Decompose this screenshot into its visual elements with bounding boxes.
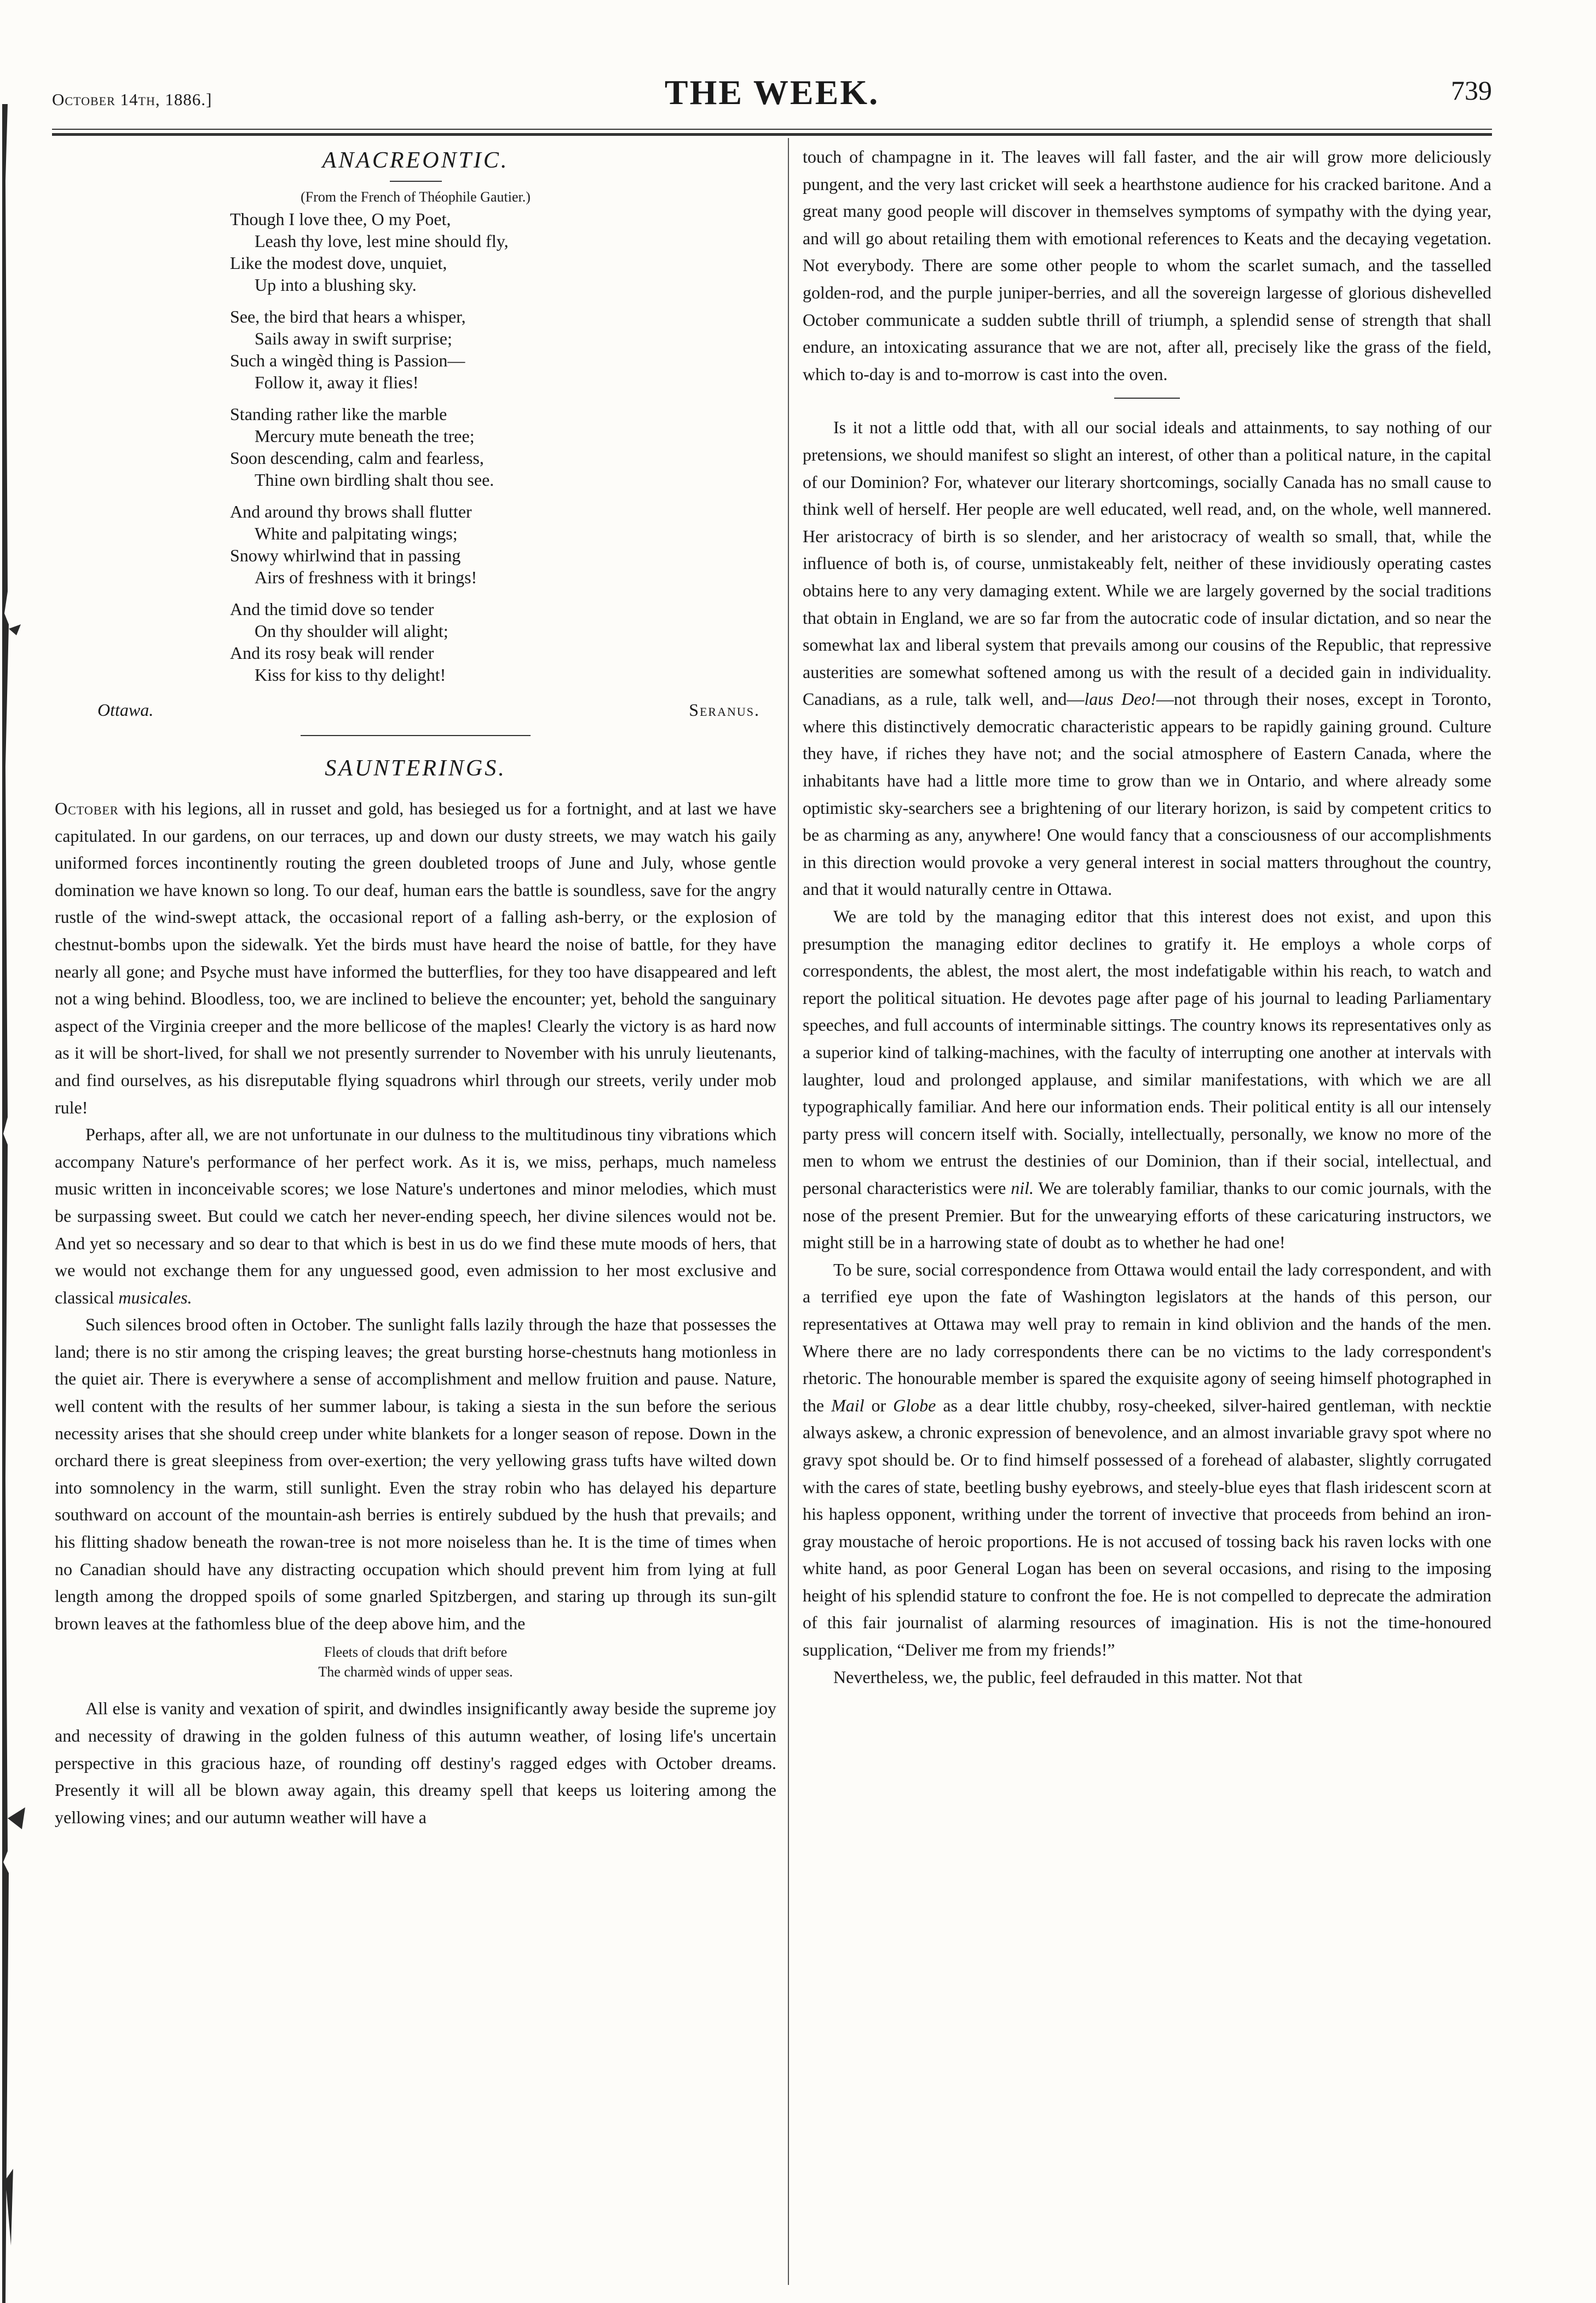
poem-stanza [230, 403, 776, 491]
paragraph-text: All else is vanity and vexation of spirit, and dwindles insignificantly away beside the supreme joy and necessity of drawing in the golden fulness of this autumn weather, of losing life's uncertain perspective in this gracious haze, of rounding off destiny's ragged edges with October dreams. Presently it will all be blown away again, this dreamy spell that keeps us loitering among the yellowing vines; and our autumn weather will have a [55, 1698, 776, 1827]
verse-quote [55, 1642, 776, 1682]
poem-line: Thine own birdling shalt thou see. [255, 470, 494, 490]
poem-line: Up into a blushing sky. [255, 275, 417, 295]
issue-date: October 14th, 1886.] [52, 90, 212, 109]
poem-line: Follow it, away it flies! [255, 372, 419, 392]
poem-stanza [230, 306, 776, 393]
article-paragraph [55, 1121, 776, 1311]
poem-line: Kiss for kiss to thy delight! [255, 665, 446, 685]
poem-author: Seranus. [689, 700, 760, 720]
poem-line: Though I love thee, O my Poet, [230, 209, 451, 229]
poem-stanza [230, 598, 776, 686]
quote-line: Fleets of clouds that drift before [324, 1644, 508, 1661]
poem-line: Soon descending, calm and fearless, [230, 448, 484, 468]
paragraph-rule [1114, 398, 1180, 399]
page-number: 739 [1451, 75, 1492, 106]
paragraph-text: Is it not a little odd that, with all our social ideals and attainments, to say nothing of our pretensions, we should manifest so slight an interest, of other than a political nature, in the capital of our Dominion? For, whatever our literary shortcomings, socially Canada has no small cause to think well of herself. Her people are well educated, well read, and, on the whole, well mannered. Her aristocracy of birth is so slender, and her aristocracy of wealth so small, that, while the influence of both is, of course, unmistakeably felt, neither of these invidiously operating castes obtains here to any very damaging extent. While we are largely governed by the social traditions that obtain in England, we are so far from the autocratic code of insular dictation, and so near the somewhat lax and liberal system that prevails among our cousins of the Republic, that repressive austerities are somewhat softened among us with the result of a decided gain in individuality. Canadians, as a rule, talk well, and— [803, 417, 1491, 709]
article-title: SAUNTERINGS. [325, 756, 506, 781]
drop-lead: October [55, 799, 119, 818]
poem-line: Such a wingèd thing is Passion— [230, 351, 465, 370]
poem-subtitle: (From the French of Théophile Gautier.) [301, 189, 531, 205]
poem-line: See, the bird that hears a whisper, [230, 307, 466, 326]
article-paragraph [803, 1256, 1491, 1664]
paragraph-text: touch of champagne in it. The leaves will fall faster, and the air will grow more deliciously pungent, and the very last cricket will seek a hearthstone audience for his cracked baritone. And a great many good people will discover in themselves symptoms of sympathy with the dying year, and will go about retailing them with emotional references to Keats and the decaying vegetation. Not everybody. There are some other people to whom the scarlet sumach, and the tasselled golden-rod, and the purple juniper-berries, and all the sovereign largesse of glorious dishevelled October communicate a sudden subtle thrill of triumph, a splendid sense of strength that shall endure, an intoxicating assurance that we are not, after all, precisely like the grass of the field, which to-day is and to-morrow is cast into the oven. [803, 147, 1491, 384]
paragraph-text: as a dear little chubby, rosy-cheeked, silver-haired gentleman, with necktie always askew, a chronic expression of benevolence, and an almost invariable gravy spot where no gravy spot should be. Or to find himself possessed of a forehead of alabaster, slightly corrugated with the cares of state, beetling bushy eyebrows, and steely-blue eyes that flash iridescent scorn at his hapless opponent, writhing under the torrent of invective that proceeds from behind an iron-gray moustache of heroic proportions. He is not accused of tossing back his raven locks with one white hand, as poor General Logan has been on several occasions, and rising to the imposing height of his splendid stature to confront the foe. He is not compelled to deprecate the admiration of this fair journalist of alarming resources of imagination. His is not the time-honoured supplication, “Deliver me from my friends!” [803, 1395, 1491, 1660]
article-paragraph [803, 414, 1491, 903]
poem-line: And its rosy beak will render [230, 643, 434, 663]
title-rule [390, 181, 442, 182]
poem-line: And the timid dove so tender [230, 599, 434, 619]
paragraph-text: —not through their noses, except in Toronto, where this distinctively democratic characteristic appears to be rapidly gaining ground. Culture they have, if riches they have not; and the social atmosphere of Eastern Canada, where the inhabitants have had a little more time to grow than we in Ontario, and where already some optimistic sky-searchers see a brightening of our literary horizon, is said by competent critics to be as charming as any, anywhere! One would fancy that a consciousness of our accomplishments in this direction would provoke a very general interest in social matters throughout the country, and that it would naturally centre in Ottawa. [803, 689, 1491, 899]
article-paragraph [803, 903, 1491, 1256]
paragraph-text: We are told by the managing editor that this interest does not exist, and upon this presumption the managing editor declines to gratify it. He employs a whole corps of correspondents, the ablest, the most alert, the most indefatigable within his reach, to watch and report the political situation. He devotes page after page of his journal to leading Parliamentary speeches, and full accounts of interminable sittings. The country knows its representatives only as a superior kind of talking-machines, with the faculty of interrupting one another at intervals with laughter, loud and prolonged applause, and similar manifestations, with which we are all typographically familiar. And here our information ends. Their political entity is all our intensely party press will concern itself with. Socially, intellectually, personally, we know no more of the men to whom we entrust the destinies of our Dominion, than if their social, intellectual, and personal characteristics were [803, 906, 1491, 1198]
poem-title: ANACREONTIC. [322, 148, 509, 173]
poem-line: On thy shoulder will alight; [255, 621, 448, 641]
article-paragraph [55, 1695, 776, 1831]
paragraph-text: To be sure, social correspondence from Ottawa would entail the lady correspondent, and with a terrified eye upon the fate of Washington legislators at the hands of this person, our representatives at Ottawa may well pray to remain in kind oblivion and the hands of the men. Where there are no lady correspondents there can be no victims to the lady correspondent's rhetoric. The honourable member is spared the exquisite agony of seeing himself photographed in the [803, 1259, 1491, 1415]
poem-line: White and palpitating wings; [255, 524, 458, 543]
poem-line: Sails away in swift surprise; [255, 329, 452, 348]
italic-text: Globe [893, 1395, 936, 1415]
binding-edge-marks [0, 0, 33, 2303]
poem-line: Snowy whirlwind that in passing [230, 545, 461, 565]
paragraph-text: Such silences brood often in October. The sunlight falls lazily through the haze that possesses the land; there is no stir among the crisping leaves; the great bursting horse-chestnuts hang motionless in the quiet air. There is everywhere a sense of accomplishment and mellow fruition and pause. Nature, well content with the results of her summer labour, is taking a siesta in the sun before the serious necessity arises that she should creep under white blankets for a longer season of repose. Down in the orchard there is great sleepiness from over-exertion; the very yellowing grass tufts have wilted down into somnolency in the warm, still sunlight. Even the stray robin who has delayed his departure southward on account of the mountain-ash berries is entirely subdued by the hush that prevails; and his flitting shadow beneath the rowan-tree is not more noiseless than he. It is the time of times when no Canadian should have any distracting occupation which should prevent him from lying at full length among the dropped spoils of some gnarled Spitzbergen, and staring up through its sun-gilt brown leaves at the fathomless blue of the deep above him, and the [55, 1314, 776, 1633]
article-paragraph [803, 1664, 1491, 1691]
poem-line: Mercury mute beneath the tree; [255, 426, 475, 446]
paragraph-text: Perhaps, after all, we are not unfortunate in our dulness to the multitudinous tiny vibrations which accompany Nature's performance of her perfect work. As it is, we miss, perhaps, much nameless music written in inconceivable scores; we lose Nature's undertones and minor melodies, which must be surpassing sweet. But could we catch her never-ending speech, her divine silences would not be. And yet so necessary and so dear to that which is best in us do we find these mute moods of hers, that we would not exchange them for any unguessed good, even admission to her most exclusive and classical [55, 1124, 776, 1307]
article-paragraph [803, 143, 1491, 388]
right-column [803, 143, 1491, 2296]
paragraph-text: or [864, 1395, 894, 1415]
article-paragraph [55, 1311, 776, 1637]
poem-stanza [230, 501, 776, 588]
poem-place: Ottawa. [97, 700, 154, 720]
page-header [52, 67, 1492, 133]
header-rule-thick [52, 133, 1492, 136]
italic-text: musicales. [118, 1287, 192, 1307]
poem-line: Standing rather like the marble [230, 404, 447, 424]
italic-text: laus Deo! [1084, 689, 1156, 709]
poem-line: Leash thy love, lest mine should fly, [255, 231, 509, 251]
section-rule [301, 735, 531, 736]
article-paragraph [55, 795, 776, 1121]
poem-line: Airs of freshness with it brings! [255, 567, 477, 587]
quote-line: The charmèd winds of upper seas. [318, 1664, 513, 1680]
left-column [55, 143, 776, 2296]
poem-line: Like the modest dove, unquiet, [230, 253, 447, 273]
poem-signoff [55, 696, 776, 726]
column-divider [788, 138, 789, 2285]
italic-text: nil. [1011, 1178, 1034, 1198]
poem-line: And around thy brows shall flutter [230, 502, 472, 521]
poem-stanza [230, 208, 776, 296]
journal-title: THE WEEK. [664, 73, 880, 112]
header-rule-thin [52, 129, 1492, 130]
paragraph-text: with his legions, all in russet and gold, has besieged us for a fortnight, and at last we have capitulated. In our gardens, on our terraces, up and down our dusty streets, we may watch his gaily uniformed forces incontinently routing the green doubleted troops of June and July, whose gentle domination we have known so long. To our deaf, human ears the battle is soundless, save for the angry rustle of the wind-swept attack, the occasional report of a falling ash-berry, or the explosion of chestnut-bombs upon the sidewalk. Yet the birds must have heard the noise of battle, for they have nearly all gone; and Psyche must have informed the butterflies, for they too have disappeared and left not a wing behind. Bloodless, too, we are inclined to believe the encounter; yet, behold the sanguinary aspect of the Virginia creeper and the more bellicose of the maples! Clearly the victory is as hard now as it will be short-lived, for shall we not presently surrender to November with his unruly lieutenants, and find ourselves, as his disreputable flying squadrons whirl through our streets, verily under mob rule! [55, 799, 776, 1117]
paragraph-text: Nevertheless, we, the public, feel defrauded in this matter. Not that [833, 1667, 1303, 1687]
italic-text: Mail [831, 1395, 865, 1415]
paragraph-text: We are tolerably familiar, thanks to our comic journals, with the nose of the present Premier. But for the unwearying efforts of these caricaturing instructors, we might still be in a harrowing state of doubt as to whether he had one! [803, 1178, 1491, 1253]
poem [55, 143, 776, 726]
